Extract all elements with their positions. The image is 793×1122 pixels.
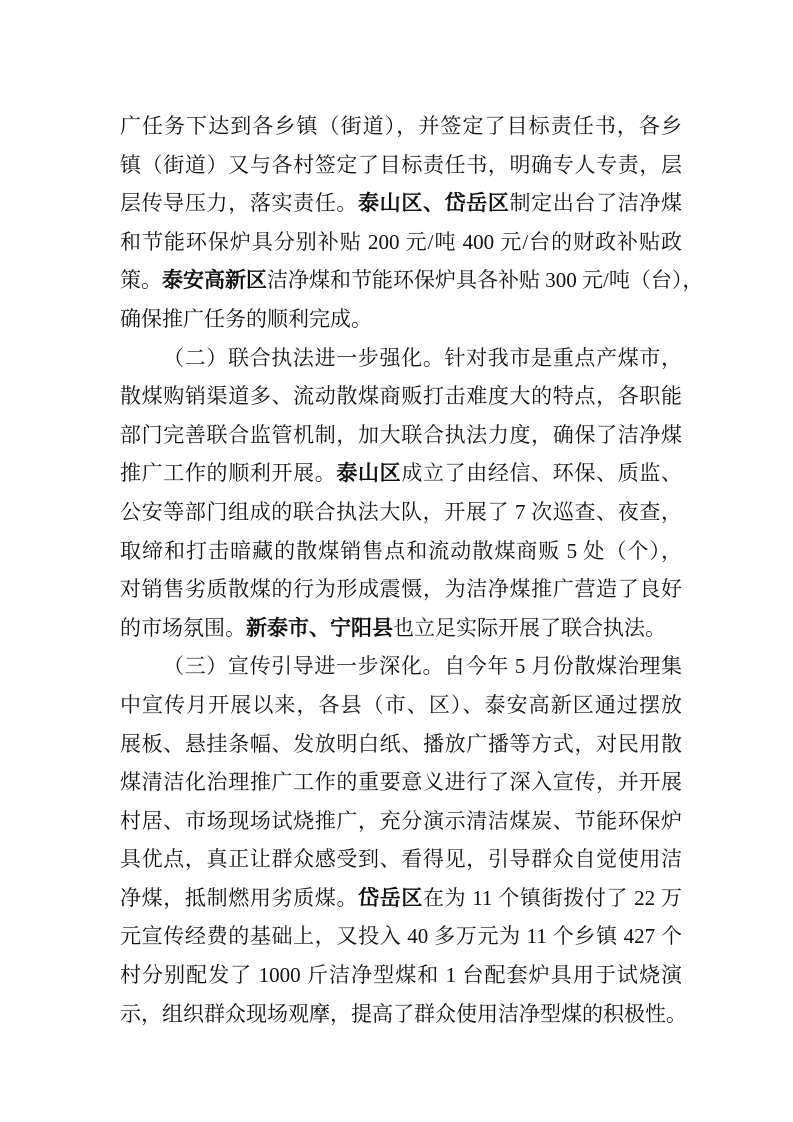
text-line xyxy=(120,184,682,223)
text-run: 和节能环保炉具分别补贴 200 元/吨 400 元/台的财政补贴政 xyxy=(120,229,682,254)
text-run: 公安等部门组成的联合执法大队，开展了 7 次巡查、夜查， xyxy=(120,499,682,524)
text-run: 展板、悬挂条幅、发放明白纸、播放广播等方式，对民用散 xyxy=(120,731,682,756)
text-run: 成立了由经信、环保、质监、 xyxy=(401,461,683,486)
text-run: 也立足实际开展了联合执法。 xyxy=(393,615,666,640)
text-run: 策。 xyxy=(120,268,162,293)
text-run: 在为 11 个镇街拨付了 22 万 xyxy=(423,885,682,910)
text-run: （二）联合执法进一步强化。针对我市是重点产煤市， xyxy=(163,345,682,370)
text-line xyxy=(120,647,682,686)
bold-place-name: 岱岳区 xyxy=(358,885,424,910)
text-line xyxy=(120,609,682,648)
bold-place-name: 新泰市、宁阳县 xyxy=(246,615,393,640)
text-run: 层传导压力，落实责任。 xyxy=(120,191,359,216)
bold-place-name: 泰山区 xyxy=(336,461,402,486)
text-line xyxy=(120,300,682,339)
text-line xyxy=(120,879,682,918)
text-line xyxy=(120,995,687,1034)
text-line xyxy=(120,377,682,416)
bold-place-name: 泰安高新区 xyxy=(162,268,267,293)
paragraph xyxy=(120,107,704,339)
text-run: 镇（街道）又与各村签定了目标责任书，明确专人专责，层 xyxy=(120,152,682,177)
text-line xyxy=(120,493,682,532)
text-run: 对销售劣质散煤的行为形成震慑，为洁净煤推广营造了良好 xyxy=(120,577,682,602)
text-run: 洁净煤和节能环保炉具各补贴 300 元/吨（台）， xyxy=(267,268,704,293)
text-run: 示，组织群众现场观摩，提高了群众使用洁净型煤的积极性。 xyxy=(120,1001,687,1026)
text-line xyxy=(120,532,682,571)
paragraph xyxy=(120,647,687,1033)
text-run: 广任务下达到各乡镇（街道），并签定了目标责任书，各乡 xyxy=(120,114,682,138)
text-line xyxy=(120,339,682,378)
text-run: 村分别配发了 1000 斤洁净型煤和 1 台配套炉具用于试烧演 xyxy=(120,963,682,988)
text-run: 的市场氛围。 xyxy=(120,615,246,640)
text-run: （三）宣传引导进一步深化。自今年 5 月份散煤治理集 xyxy=(163,654,682,679)
bold-place-name: 泰山区、岱岳区 xyxy=(358,191,510,216)
text-line xyxy=(120,146,682,185)
text-line xyxy=(120,416,682,455)
text-line xyxy=(120,686,682,725)
text-line xyxy=(120,223,682,262)
text-line xyxy=(120,840,682,879)
text-run: 部门完善联合监管机制，加大联合执法力度，确保了洁净煤 xyxy=(120,422,682,447)
text-line xyxy=(120,956,682,995)
text-line xyxy=(120,802,682,841)
text-line xyxy=(120,454,682,493)
text-run: 具优点，真正让群众感受到、看得见，引导群众自觉使用洁 xyxy=(120,847,682,872)
text-run: 取缔和打击暗藏的散煤销售点和流动散煤商贩 5 处（个）， xyxy=(120,538,682,563)
text-line xyxy=(120,725,682,764)
text-run: 煤清洁化治理推广工作的重要意义进行了深入宣传，并开展 xyxy=(120,770,682,795)
text-line xyxy=(120,107,682,146)
text-line xyxy=(120,917,682,956)
text-line xyxy=(120,261,704,300)
text-run: 元宣传经费的基础上，又投入 40 多万元为 11 个乡镇 427 个 xyxy=(120,924,682,949)
document-body xyxy=(120,107,704,1033)
text-run: 村居、市场现场试烧推广，充分演示清洁煤炭、节能环保炉 xyxy=(120,808,682,833)
text-run: 推广工作的顺利开展。 xyxy=(120,461,337,486)
text-line xyxy=(120,763,682,802)
text-line xyxy=(120,570,682,609)
text-run: 中宣传月开展以来，各县（市、区）、泰安高新区通过摆放 xyxy=(120,692,682,717)
paragraph xyxy=(120,339,682,648)
text-run: 制定出台了洁净煤 xyxy=(509,191,683,216)
text-run: 净煤，抵制燃用劣质煤。 xyxy=(120,885,359,910)
text-run: 确保推广任务的顺利完成。 xyxy=(120,306,372,331)
text-run: 散煤购销渠道多、流动散煤商贩打击难度大的特点，各职能 xyxy=(120,384,682,409)
